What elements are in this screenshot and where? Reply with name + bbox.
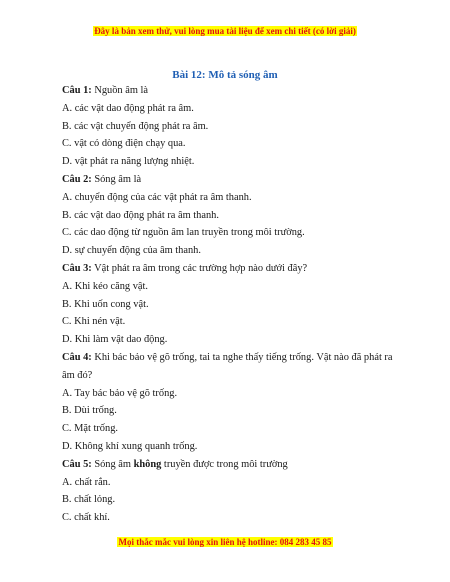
- answer-option: B. các vật dao động phát ra âm thanh.: [62, 209, 219, 221]
- question-label: Câu 2:: [62, 173, 92, 185]
- question-label: Câu 4:: [62, 351, 92, 363]
- question-stem: [62, 82, 402, 100]
- answer-option: A. chuyển động của các vật phát ra âm thanh.: [62, 191, 252, 203]
- question-stem: [62, 171, 402, 189]
- answer-option: A. chất rắn.: [62, 476, 111, 488]
- lesson-title: Bài 12: Mô tả sóng âm: [172, 69, 278, 81]
- question-text: Sóng âm là: [91, 173, 142, 185]
- question-text: Vật phát ra âm trong các trường hợp nào dưới đây?: [91, 262, 308, 274]
- question-3: [62, 260, 402, 349]
- answer-option: C. vật có dòng điện chạy qua.: [62, 138, 186, 150]
- answer-option: B. các vật chuyển động phát ra âm.: [62, 120, 209, 132]
- footer-notice-text: Mọi thắc mắc vui lòng xin liên hệ hotline: 084 283 45 85: [118, 537, 332, 547]
- question-label: Câu 1:: [62, 85, 92, 96]
- answer-option: B. Dùi trống.: [62, 405, 117, 417]
- answer-option: C. chất khí.: [62, 512, 110, 524]
- question-4: [62, 349, 402, 456]
- question-text: Khi bác bảo vệ gõ trống, tai ta nghe thấy tiếng trống. Vật nào đã phát ra âm đó?: [62, 351, 393, 381]
- question-5: [62, 456, 402, 527]
- answer-option: A. Tay bác bảo vệ gõ trống.: [62, 387, 178, 399]
- answer-option: D. Không khí xung quanh trống.: [62, 440, 198, 452]
- question-label: Câu 5:: [62, 458, 92, 470]
- question-stem: [62, 260, 402, 278]
- answer-option: B. Khi uốn cong vật.: [62, 298, 149, 310]
- answer-option: A. Khi kéo căng vật.: [62, 280, 148, 292]
- footer-notice: [0, 537, 450, 547]
- header-notice: [0, 26, 450, 36]
- question-stem: [62, 349, 402, 385]
- answer-option: D. sự chuyển động của âm thanh.: [62, 245, 201, 257]
- answer-option: D. Khi làm vật dao động.: [62, 334, 168, 346]
- answer-option: B. chất lỏng.: [62, 494, 116, 506]
- question-2: [62, 171, 402, 260]
- question-text: Nguồn âm là: [91, 85, 149, 96]
- question-label: Câu 3:: [62, 262, 92, 274]
- question-list: [62, 82, 402, 527]
- question-1: [62, 82, 402, 171]
- question-stem: [62, 456, 402, 474]
- answer-option: A. các vật dao động phát ra âm.: [62, 102, 194, 114]
- question-text: truyền được trong môi trường: [161, 458, 288, 470]
- answer-option: C. các dao động từ nguồn âm lan truyền trong môi trường.: [62, 227, 305, 239]
- answer-option: C. Mặt trống.: [62, 423, 118, 435]
- header-notice-text: Đây là bản xem thử, vui lòng mua tài liệu để xem chi tiết (có lời giải): [94, 26, 356, 36]
- answer-option: C. Khi nén vật.: [62, 316, 126, 328]
- answer-option: D. vật phát ra năng lượng nhiệt.: [62, 156, 195, 168]
- emphasis-word: không: [133, 458, 162, 470]
- question-text: Sóng âm: [91, 458, 134, 470]
